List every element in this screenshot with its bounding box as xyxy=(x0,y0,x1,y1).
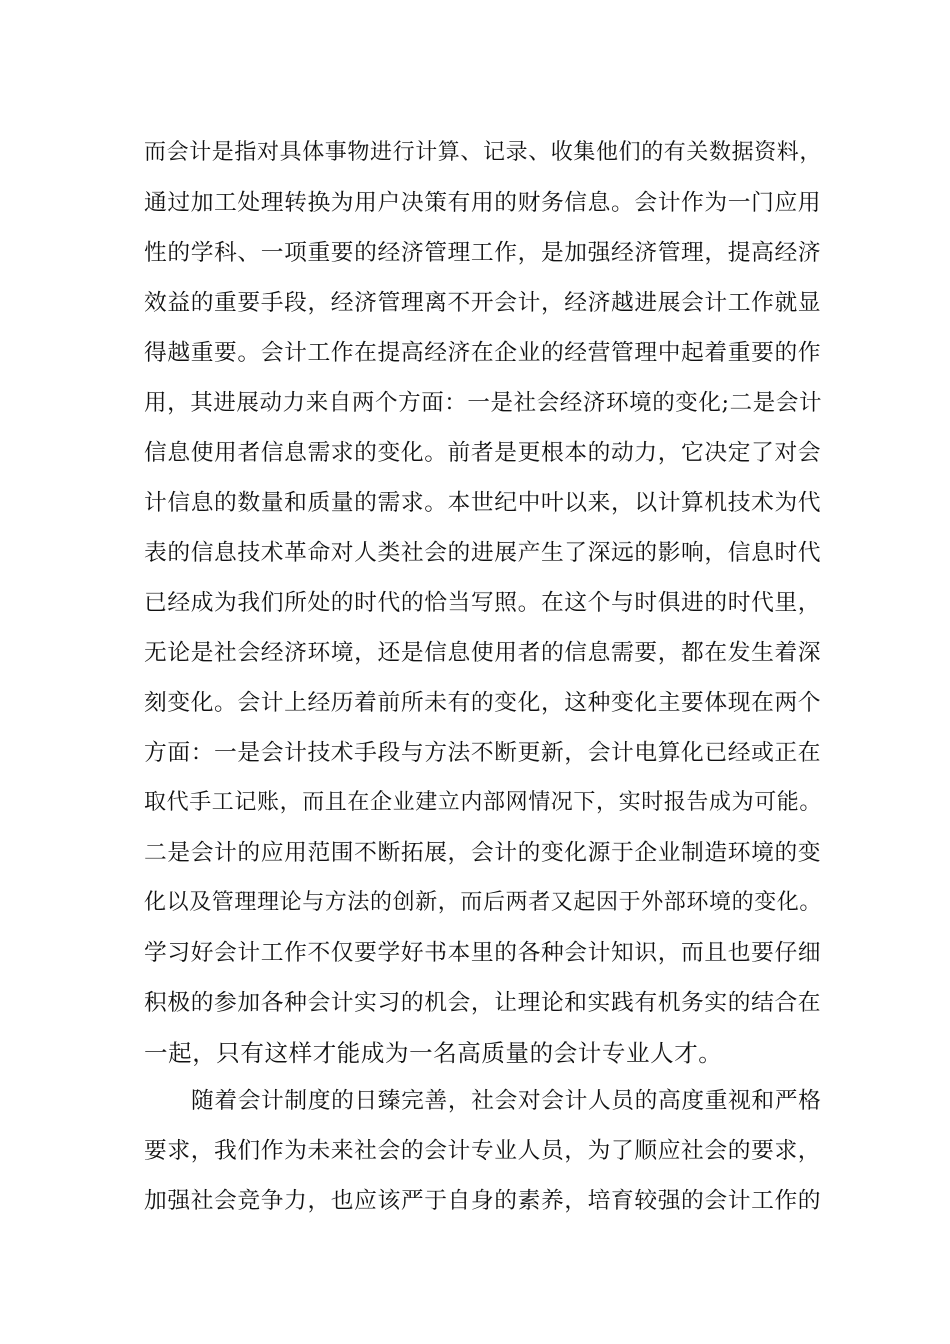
text-line: 而会计是指对具体事物进行计算、记录、收集他们的有关数据资料， xyxy=(144,140,823,165)
text-line: 已经成为我们所处的时代的恰当写照。在这个与时俱进的时代里， xyxy=(144,590,822,616)
text-line: 刻变化。会计上经历着前所未有的变化，这种变化主要体现在两个 xyxy=(144,690,822,716)
text-line: 取代手工记账，而且在企业建立内部网情况下，实时报告成为可能。 xyxy=(144,790,823,815)
text-line: 加强社会竞争力，也应该严于自身的素养，培育较强的会计工作的 xyxy=(144,1188,822,1214)
text-line: 方面：一是会计技术手段与方法不断更新，会计电算化已经或正在 xyxy=(144,740,822,766)
text-line: 二是会计的应用范围不断拓展，会计的变化源于企业制造环境的变 xyxy=(144,840,822,866)
text-line: 计信息的数量和质量的需求。本世纪中叶以来，以计算机技术为代 xyxy=(144,490,822,516)
text-line: 用，其进展动力来自两个方面：一是社会经济环境的变化;二是会计 xyxy=(144,390,823,416)
text-line: 表的信息技术革命对人类社会的进展产生了深远的影响，信息时代 xyxy=(144,540,822,566)
text-line: 化以及管理理论与方法的创新，而后两者又起因于外部环境的变化。 xyxy=(144,890,823,915)
text-line: 学习好会计工作不仅要学好书本里的各种会计知识，而且也要仔细 xyxy=(144,940,822,966)
text-line: 通过加工处理转换为用户决策有用的财务信息。会计作为一门应用 xyxy=(144,190,822,216)
text-line: 无论是社会经济环境，还是信息使用者的信息需要，都在发生着深 xyxy=(144,640,822,666)
text-line: 性的学科、一项重要的经济管理工作，是加强经济管理，提高经济 xyxy=(144,240,822,266)
text-line: 效益的重要手段，经济管理离不开会计，经济越进展会计工作就显 xyxy=(144,290,822,316)
text-line: 积极的参加各种会计实习的机会，让理论和实践有机务实的结合在 xyxy=(144,990,822,1016)
text-line: 要求，我们作为未来社会的会计专业人员，为了顺应社会的要求， xyxy=(144,1138,822,1164)
text-line: 信息使用者信息需求的变化。前者是更根本的动力，它决定了对会 xyxy=(144,440,822,466)
text-line: 随着会计制度的日臻完善，社会对会计人员的高度重视和严格 xyxy=(191,1088,822,1114)
paragraph-1 xyxy=(144,128,824,1078)
text-line: 得越重要。会计工作在提高经济在企业的经营管理中起着重要的作 xyxy=(144,340,822,366)
text-line: 一起，只有这样才能成为一名高质量的会计专业人才。 xyxy=(144,1039,723,1067)
paragraph-2 xyxy=(144,1076,824,1226)
